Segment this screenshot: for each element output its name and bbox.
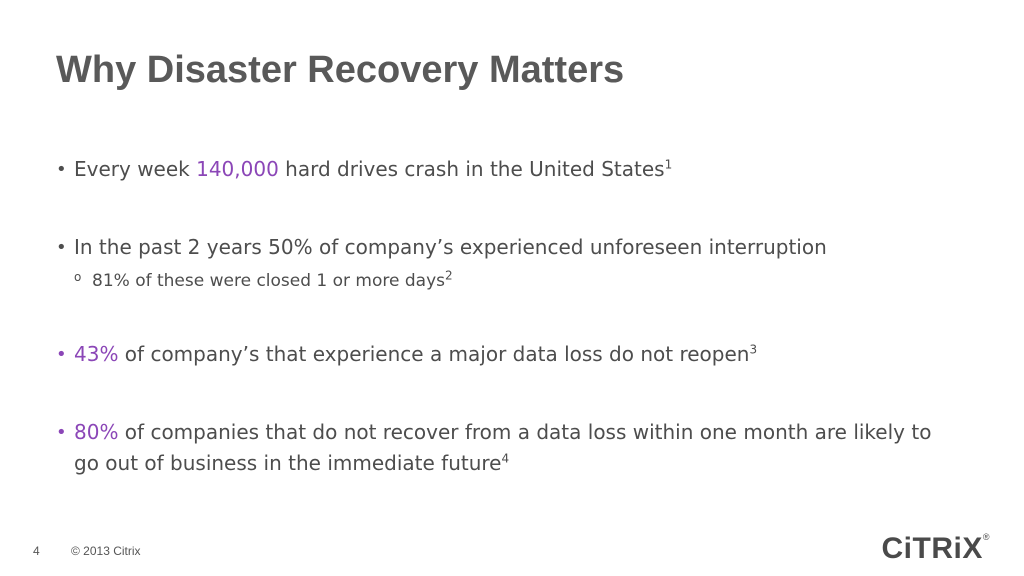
bullet-text bbox=[74, 339, 757, 370]
copyright-text: © 2013 Citrix bbox=[71, 544, 141, 558]
bullet-marker: • bbox=[56, 422, 67, 443]
bullet-marker: • bbox=[56, 237, 67, 258]
registered-mark: ® bbox=[982, 532, 990, 542]
sub-bullet-marker: o bbox=[74, 270, 82, 284]
highlight-number: 140,000 bbox=[196, 157, 279, 181]
bullet-marker: • bbox=[56, 159, 67, 180]
logo-text: CiTRiX bbox=[881, 532, 983, 565]
bullet-marker: • bbox=[56, 344, 67, 365]
bullet-text-pre: Every week bbox=[74, 157, 197, 181]
highlight-number: 80% bbox=[74, 420, 119, 444]
bullet-interruption bbox=[56, 232, 827, 263]
bullet-data-loss-reopen bbox=[56, 339, 757, 370]
bullet-text-post: of company’s that experience a major data loss do not reopen bbox=[118, 342, 750, 366]
bullet-hard-drives bbox=[56, 154, 672, 185]
bullet-text bbox=[74, 417, 931, 479]
bullet-text-line: In the past 2 years 50% of company’s experienced unforeseen interruption bbox=[74, 235, 827, 259]
bullet-text bbox=[74, 154, 672, 185]
footnote-ref: 1 bbox=[664, 157, 673, 172]
footnote-ref: 3 bbox=[749, 342, 758, 357]
highlight-number: 43% bbox=[74, 342, 119, 366]
bullet-text-line1: of companies that do not recover from a data loss within one month are likely to bbox=[118, 420, 932, 444]
bullet-text-line2: go out of business in the immediate future bbox=[74, 451, 502, 475]
bullet-text bbox=[74, 232, 827, 263]
citrix-logo bbox=[882, 532, 990, 566]
page-number: 4 bbox=[33, 544, 40, 558]
bullet-text-post: hard drives crash in the United States bbox=[278, 157, 665, 181]
sub-bullet-text: 81% of these were closed 1 or more days bbox=[92, 271, 445, 291]
sub-bullet-closed-days bbox=[74, 265, 453, 293]
footnote-ref: 2 bbox=[445, 268, 453, 283]
slide-title: Why Disaster Recovery Matters bbox=[56, 49, 625, 91]
footnote-ref: 4 bbox=[501, 451, 510, 466]
bullet-out-of-business bbox=[56, 417, 931, 479]
